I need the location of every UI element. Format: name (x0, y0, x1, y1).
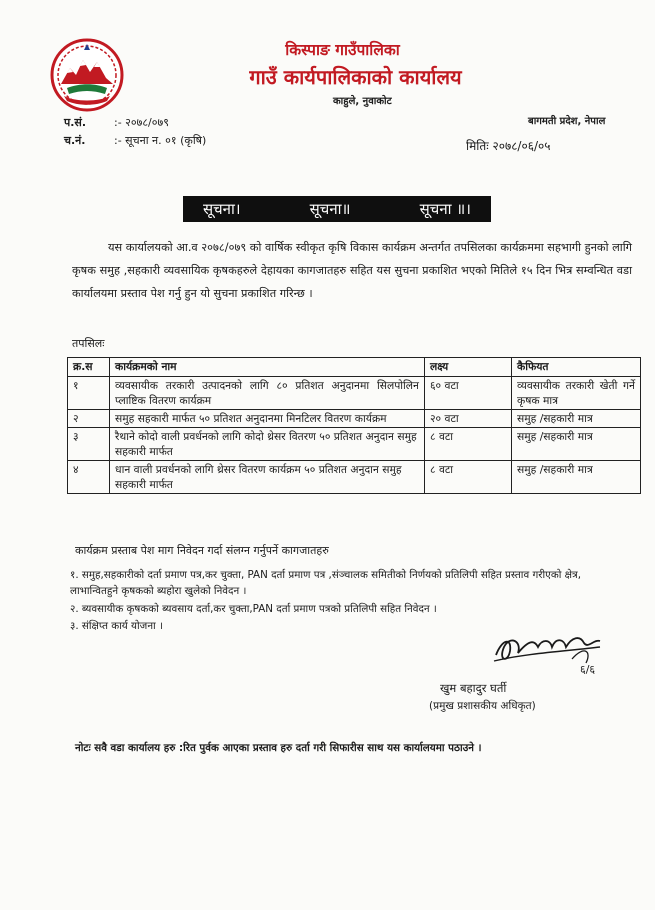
notice-banner-word: सूचना। (203, 200, 241, 218)
notice-banner (183, 196, 491, 222)
province-label: बागमती प्रदेश, नेपाल (528, 116, 606, 127)
office-name: किस्पाङ गाउँपालिका (285, 41, 400, 59)
table-cell: ४ (68, 461, 110, 494)
notice-banner-word: सूचना॥ (309, 200, 351, 218)
office-address: काहुले, नुवाकोट (333, 96, 392, 107)
table-header-cell: कैफियत (512, 358, 641, 377)
ref-value: :- सूचना न. ०१ (कृषि) (114, 134, 207, 147)
table-cell: ८ वटा (425, 428, 512, 461)
table-cell: १ (68, 377, 110, 410)
table-row (68, 377, 641, 410)
ref-label: प.सं. (64, 116, 87, 129)
table-header-row (68, 358, 641, 377)
table-cell: ६० वटा (425, 377, 512, 410)
signer-title: (प्रमुख प्रशासकीय अधिकृत) (429, 700, 536, 712)
signer-name: खुम बहादुर घर्ती (440, 681, 507, 695)
table-cell: ३ (68, 428, 110, 461)
requirement-item: १. समुह,सहकारीको दर्ता प्रमाण पत्र,कर चुक्ता, PAN दर्ता प्रमाण पत्र ,संञ्चालक समितीको निर्णयको प्रतिलिपी सहित प्रस्ताव गरीएको क्षेत्र, लाभान्वितहुने कृषकको ब्यहोरा खुलेको निवेदन । (70, 569, 582, 597)
signature-date: ६/६ (580, 663, 596, 676)
notice-banner-word: सूचना ॥। (419, 200, 471, 218)
table-cell: व्यवसायीक तरकारी खेती गर्ने कृषक मात्र (512, 377, 641, 410)
table-header-cell: कार्यक्रमको नाम (110, 358, 425, 377)
table-cell: समुह सहकारी मार्फत ५० प्रतिशत अनुदानमा मिनटिलर वितरण कार्यक्रम (110, 410, 425, 428)
document-date: मितिः २०७८/०६/०५ (466, 139, 551, 153)
dispatch-number (64, 133, 206, 148)
table-cell: २ (68, 410, 110, 428)
requirement-item: २. ब्यवसायीक कृषकको ब्यवसाय दर्ता,कर चुक्ता,PAN दर्ता प्रमाण पत्रको प्रतिलिपी सहित निवेदन । (70, 603, 437, 615)
table-row (68, 428, 641, 461)
table-cell: रैथाने कोदो वाली प्रवर्धनको लागि कोदो थ्रेसर वितरण ५० प्रतिशत अनुदान समुह सहकारी मार्फत (110, 428, 425, 461)
office-title: गाउँ कार्यपालिकाको कार्यालय (249, 65, 462, 89)
details-label: तपसिलः (72, 337, 105, 350)
requirements-heading: कार्यक्रम प्रस्ताब पेश माग निवेदन गर्दा संलग्न गर्नुपर्ने कागजातहरु (75, 544, 329, 557)
notice-body: यस कार्यालयको आ.व २०७८/०७९ को वार्षिक स्वीकृत कृषि विकास कार्यक्रम अन्तर्गत तपसिलका कार्यक्रममा सहभागी हुनको लागि कृषक समुह ,सहकारी व्यवसायिक कृषकहरुले देहायका कागजातहरु सहित यस सुचना प्रकाशित भएको मितिले १५ दिन भित्र सम्वन्धित वडा कार्यालयमा प्रस्ताव पेश गर्नु हुन यो सुचना प्रकाशित गरिन्छ । (72, 241, 632, 300)
table-row (68, 461, 641, 494)
table-cell: समुह /सहकारी मात्र (512, 428, 641, 461)
footer-note: नोटः सवै वडा कार्यालय हरु :रित पुर्वक आएका प्रस्ताव हरु दर्ता गरी सिफारीस साथ यस कार्यालयमा पठाउने । (75, 742, 482, 754)
table-cell: समुह /सहकारी मात्र (512, 461, 641, 494)
program-table (67, 357, 641, 494)
reference-number (64, 115, 169, 130)
table-cell: ८ वटा (425, 461, 512, 494)
table-cell: व्यवसायीक तरकारी उत्पादनको लागि ८० प्रतिशत अनुदानमा सिलपोलिन प्लाष्टिक वितरण कार्यक्रम (110, 377, 425, 410)
table-cell: समुह /सहकारी मात्र (512, 410, 641, 428)
table-header-cell: लक्ष्य (425, 358, 512, 377)
table-cell: धान वाली प्रवर्धनको लागि थ्रेसर वितरण कार्यक्रम ५० प्रतिशत अनुदान समुह सहकारी मार्फत (110, 461, 425, 494)
ref-label: च.नं. (64, 134, 86, 147)
table-cell: २० वटा (425, 410, 512, 428)
ref-value: :- २०७८/०७९ (114, 116, 169, 129)
table-header-cell: क्र.स (68, 358, 110, 377)
table-row (68, 410, 641, 428)
signature-icon (488, 617, 608, 677)
requirement-item: ३. संक्षिप्त कार्य योजना । (70, 620, 163, 632)
